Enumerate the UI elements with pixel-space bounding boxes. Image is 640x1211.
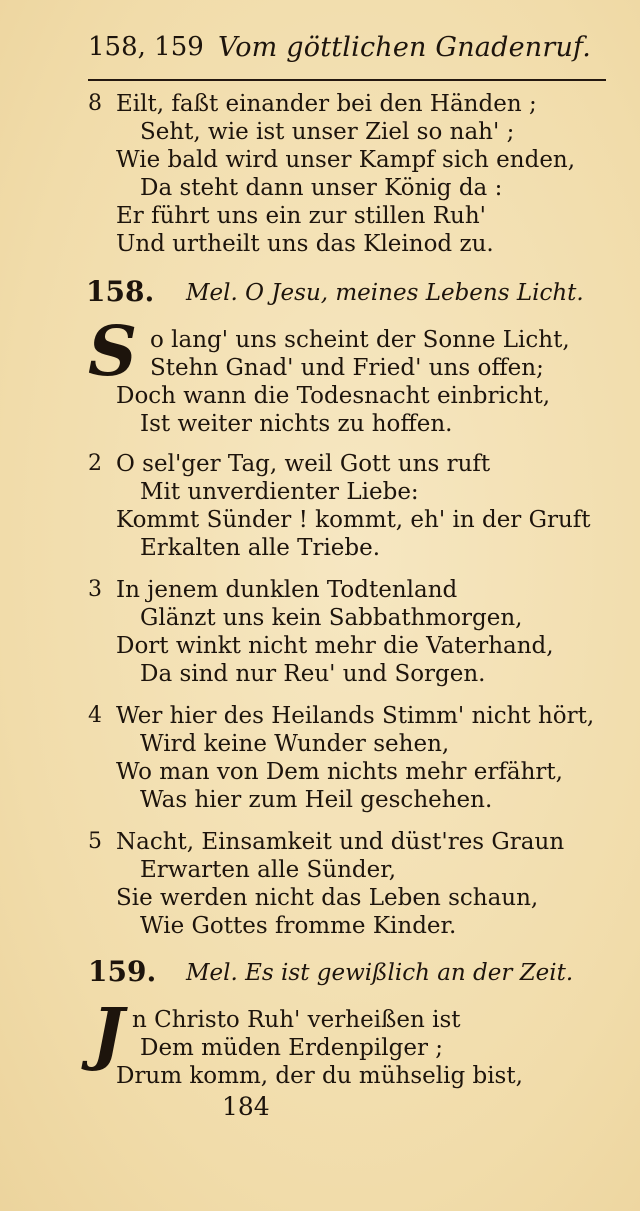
verse-line: Doch wann die Todesnacht einbricht, (116, 383, 551, 409)
header-title: Vom göttlichen Gnadenruf. (218, 32, 592, 63)
running-header (88, 28, 608, 72)
verse-line: Wird keine Wunder sehen, (140, 731, 450, 757)
verse-line: Dort winkt nicht mehr die Vaterhand, (116, 633, 554, 659)
verse-line: Wie Gottes fromme Kinder. (140, 913, 457, 939)
verse-line: n Christo Ruh' verheißen ist (132, 1007, 461, 1033)
header-rule (88, 79, 606, 81)
verse-line: Da sind nur Reu' und Sorgen. (140, 661, 486, 687)
hymn-number: 158. (86, 275, 155, 308)
verse-line: Seht, wie ist unser Ziel so nah' ; (140, 119, 515, 145)
drop-cap: J (92, 994, 125, 1074)
verse-number: 4 (88, 703, 102, 728)
verse-line: Erwarten alle Sünder, (140, 857, 396, 883)
melody-line: Mel. O Jesu, meines Lebens Licht. (186, 280, 584, 306)
verse-line: Eilt, faßt einander bei den Händen ; (116, 91, 537, 117)
verse-number: 3 (88, 577, 102, 602)
verse-line: Sie werden nicht das Leben schaun, (116, 885, 539, 911)
verse-line: O sel'ger Tag, weil Gott uns ruft (116, 451, 491, 477)
verse-line: Stehn Gnad' und Fried' uns offen; (150, 355, 544, 381)
verse-line: Nacht, Einsamkeit und düst'res Graun (116, 829, 565, 855)
verse-number: 5 (88, 829, 102, 854)
verse-line: Drum komm, der du mühselig bist, (116, 1063, 523, 1089)
verse-line: In jenem dunklen Todtenland (116, 577, 458, 603)
verse-line: Wo man von Dem nichts mehr erfährt, (116, 759, 563, 785)
verse-line: Dem müden Erdenpilger ; (140, 1035, 444, 1061)
verse-line: Glänzt uns kein Sabbathmorgen, (140, 605, 523, 631)
verse-line: Und urtheilt uns das Kleinod zu. (116, 231, 494, 257)
verse-line: Er führt uns ein zur stillen Ruh' (116, 203, 486, 229)
page-folio: 184 (222, 1092, 270, 1121)
verse-line: Wie bald wird unser Kampf sich enden, (116, 147, 576, 173)
verse-line: Erkalten alle Triebe. (140, 535, 381, 561)
verse-line: Wer hier des Heilands Stimm' nicht hört, (116, 703, 595, 729)
header-hymn-numbers: 158, 159 (88, 32, 204, 62)
verse-line: Da steht dann unser König da : (140, 175, 503, 201)
verse-number: 2 (88, 451, 102, 476)
verse-line: Was hier zum Heil geschehen. (140, 787, 493, 813)
melody-line: Mel. Es ist gewißlich an der Zeit. (186, 960, 574, 986)
drop-cap: S (88, 312, 138, 392)
hymn-number: 159. (88, 955, 157, 988)
verse-line: Mit unverdienter Liebe: (140, 479, 419, 505)
verse-line: Ist weiter nichts zu hoffen. (140, 411, 453, 437)
verse-line: o lang' uns scheint der Sonne Licht, (150, 327, 570, 353)
verse-line: Kommt Sünder ! kommt, eh' in der Gruft (116, 507, 591, 533)
verse-number: 8 (88, 91, 102, 116)
